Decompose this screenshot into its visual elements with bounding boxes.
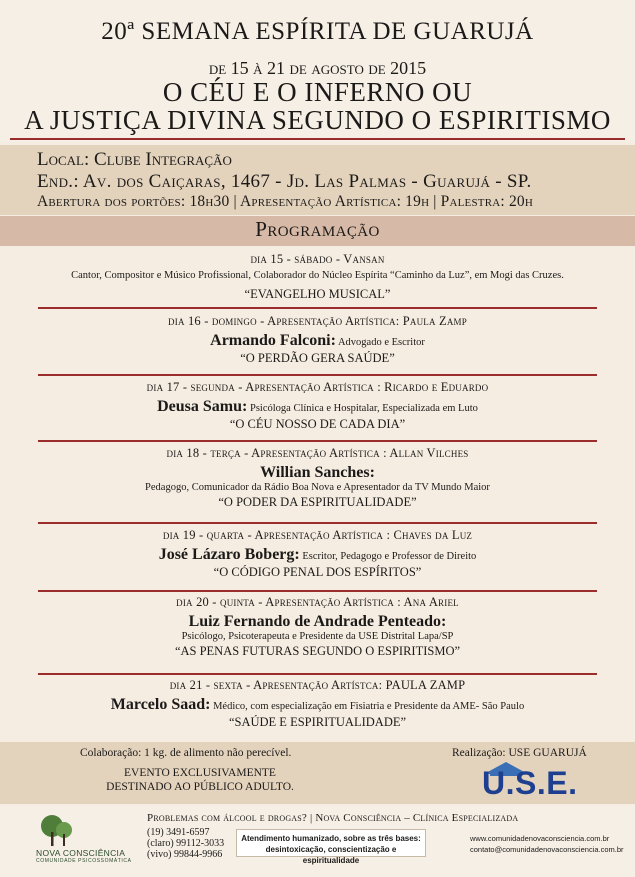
realization-note: Realização: USE GUARUJÁ: [452, 747, 587, 759]
location-address: End.: Av. dos Caiçaras, 1467 - Jd. Las Palmas - Guarujá - SP.: [37, 171, 532, 192]
speaker-description: Psicóloga Clínica e Hospitalar, Especializada em Luto: [247, 403, 478, 414]
lecture-title: “AS PENAS FUTURAS SEGUNDO O ESPIRITISMO”: [174, 644, 461, 658]
speaker-name: Armando Falconi:: [210, 332, 336, 349]
day-18: [0, 446, 635, 510]
day-heading: dia 20 - quinta - Apresentação Artística : Ana Ariel: [176, 595, 459, 609]
location-band: [0, 145, 635, 215]
lecture-title: “O CÉU NOSSO DE CADA DIA”: [229, 417, 406, 431]
day-heading: dia 21 - sexta - Apresentação Artístca: PAULA ZAMP: [169, 678, 466, 692]
lecture-title: “O PERDÃO GERA SAÚDE”: [240, 351, 395, 365]
phone-number: (claro) 99112-3033: [147, 838, 225, 849]
location-local: Local: Clube Integração: [37, 149, 232, 170]
nova-consciencia-subtitle: COMUNIDADE PSICOSSOMÁTICA: [36, 858, 132, 864]
header: [0, 0, 635, 142]
day-heading: dia 16 - domingo - Apresentação Artística: Paula Zamp: [168, 314, 467, 328]
day-17: [0, 380, 635, 432]
day-20: [0, 595, 635, 659]
event-theme-line2: A JUSTIÇA DIVINA SEGUNDO O ESPIRITISMO: [24, 105, 611, 135]
day-separator: [38, 440, 597, 442]
exclusive-notice: EVENTO EXCLUSIVAMENTE DESTINADO AO PÚBLICO ADULTO.: [106, 767, 294, 793]
nova-consciencia-logo-icon: [36, 812, 78, 848]
day-heading: dia 19 - quarta - Apresentação Artística : Chaves da Luz: [162, 528, 473, 542]
speaker-description: Cantor, Compositor e Músico Profissional, Colaborador do Núcleo Espírita “Caminho da Luz”, em Mogi das Cruzes.: [71, 270, 564, 281]
clinic-care-box: [236, 829, 426, 865]
speaker-description: Pedagogo, Comunicador da Rádio Boa Nova e Apresentador da TV Mundo Maior: [145, 482, 490, 493]
day-separator: [38, 374, 597, 376]
event-title: 20ª SEMANA ESPÍRITA DE GUARUJÁ: [101, 18, 534, 45]
day-16: [0, 314, 635, 366]
collaboration-note: Colaboração: 1 kg. de alimento não perecível.: [80, 747, 292, 759]
clinic-phones: [147, 827, 224, 860]
day-separator: [38, 307, 597, 309]
program-title: Programação: [255, 217, 380, 241]
speaker-name: Deusa Samu:: [157, 398, 248, 415]
day-heading: dia 15 - sábado - Vansan: [250, 252, 385, 266]
event-theme-line1: O CÉU E O INFERNO OU: [162, 77, 473, 107]
clinic-headline: Problemas com álcool e drogas? | Nova Consciência – Clínica Especializada: [147, 812, 519, 824]
use-logo-text: U.S.E.: [482, 765, 578, 801]
day-21: [0, 678, 635, 730]
speaker-name: Marcelo Saad:: [110, 696, 211, 713]
event-dates: de 15 à 21 de agosto de 2015: [208, 58, 427, 78]
day-15: [0, 252, 635, 302]
speaker-name: Willian Sanches:: [260, 464, 375, 481]
speaker-line: [0, 546, 635, 564]
speaker-line: [0, 398, 635, 416]
day-19: [0, 528, 635, 580]
speaker-description: Psicólogo, Psicoterapeuta e Presidente da USE Distrital Lapa/SP: [181, 631, 454, 642]
day-heading: dia 18 - terça - Apresentação Artística : Allan Vilches: [166, 446, 469, 460]
care-line: desintoxicação, conscientização e espiritualidade: [265, 845, 397, 865]
nova-consciencia-name: NOVA CONSCIÊNCIA: [36, 848, 126, 858]
day-separator: [38, 522, 597, 524]
day-separator: [38, 590, 597, 592]
program-title-bar: [0, 216, 635, 246]
lecture-title: “O CÓDIGO PENAL DOS ESPÍRITOS”: [213, 565, 422, 579]
website-link[interactable]: www.comunidadenovaconsciencia.com.br: [470, 834, 610, 843]
lecture-title: “EVANGELHO MUSICAL”: [244, 287, 391, 301]
speaker-name: Luiz Fernando de Andrade Penteado:: [188, 613, 447, 630]
speaker-description: Escritor, Pedagogo e Professor de Direito: [299, 551, 477, 562]
clinic-links: [470, 833, 624, 855]
email-link[interactable]: contato@comunidadenovaconsciencia.com.br: [470, 845, 624, 854]
location-schedule: Abertura dos portões: 18h30 | Apresentação Artística: 19h | Palestra: 20h: [37, 193, 534, 210]
phone-number: (vivo) 99844-9966: [147, 849, 223, 860]
speaker-line: [0, 332, 635, 350]
header-divider: [10, 138, 625, 140]
speaker-line: [0, 696, 635, 714]
speaker-description: Médico, com especialização em Fisiatria e Presidente da AME- São Paulo: [210, 701, 525, 712]
care-line: Atendimento humanizado, sobre as três bases:: [241, 834, 421, 843]
speaker-description: Advogado e Escritor: [335, 337, 425, 348]
speaker-name: José Lázaro Boberg:: [158, 546, 300, 563]
lecture-title: “O PODER DA ESPIRITUALIDADE”: [218, 495, 417, 509]
day-heading: dia 17 - segunda - Apresentação Artística : Ricardo e Eduardo: [146, 380, 489, 394]
day-separator: [38, 673, 597, 675]
phone-number: (19) 3491-6597: [147, 827, 210, 838]
lecture-title: “SAÚDE E ESPIRITUALIDADE”: [228, 715, 407, 729]
